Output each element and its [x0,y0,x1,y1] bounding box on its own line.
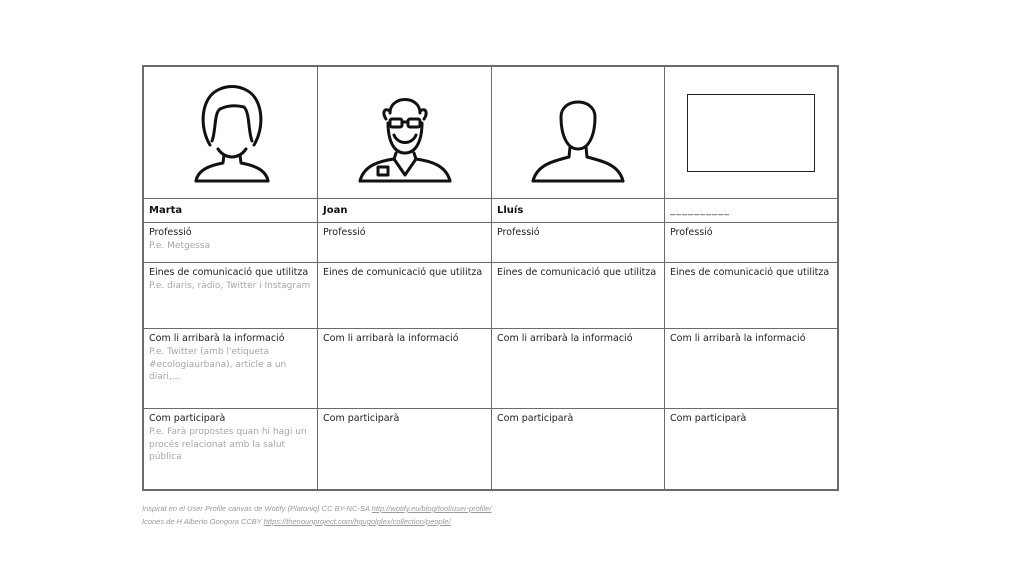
profession-cell [665,223,837,263]
info-label: Com li arribarà la informació [323,333,459,344]
info-hint: P.e. Twitter (amb l'etiqueta #ecologiaurbana), article a un diari,... [149,347,287,382]
profession-label: Professió [149,227,192,238]
info-label: Com li arribarà la informació [670,333,806,344]
participation-label: Com participarà [323,413,400,424]
info-cell [144,329,318,409]
tools-label: Eines de comunicació que utilitza [323,267,483,278]
tools-cell [492,263,665,329]
info-cell [318,329,492,409]
profession-cell [144,223,318,263]
credit-line-inspiration [142,502,491,515]
profession-label: Professió [670,227,713,238]
persona-name: Marta [144,199,318,223]
wotify-link[interactable]: http://wotify.eu/blog/tool/user-profile/ [371,504,492,513]
participation-label: Com participarà [497,413,574,424]
info-cell [492,329,665,409]
user-profile-table [142,65,839,491]
credit-text: Inspirat en el User Profile canvas de Wotify (Platoniq) CC BY-NC-SA [142,504,372,513]
profession-cell [492,223,665,263]
persona-3-avatar-cell [492,67,665,199]
persona-name: Lluís [492,199,665,223]
participation-cell [665,409,837,489]
profession-cell [318,223,492,263]
man-avatar-icon [523,83,633,183]
tools-cell [144,263,318,329]
participation-hint: P.e. Farà propostes quan hi hagi un procés relacionat amb la salut pública [149,427,307,462]
nounproject-link[interactable]: https://thenounproject.com/hgugolplex/collection/people/ [263,517,451,526]
profession-label: Professió [497,227,540,238]
credits [142,502,491,528]
participation-cell [492,409,665,489]
persona-name-blank: __________ [665,199,837,223]
profession-hint: P.e. Metgessa [149,241,211,251]
persona-1-avatar-cell [144,67,318,199]
info-label: Com li arribarà la informació [497,333,633,344]
info-label: Com li arribarà la informació [149,333,285,344]
credit-text: Icones de H Alberto Gongora CCBY [142,517,264,526]
tools-label: Eines de comunicació que utilitza [149,267,309,278]
participation-label: Com participarà [670,413,747,424]
tools-cell [665,263,837,329]
persona-name: Joan [318,199,492,223]
credit-line-icons [142,515,491,528]
participation-label: Com participarà [149,413,226,424]
tools-hint: P.e. diaris, ràdio, Twitter i Instagram [149,281,311,291]
tools-label: Eines de comunicació que utilitza [497,267,657,278]
tools-cell [318,263,492,329]
profession-label: Professió [323,227,366,238]
participation-cell [318,409,492,489]
info-cell [665,329,837,409]
woman-avatar-icon [186,83,276,183]
old-man-avatar-icon [350,83,460,183]
persona-4-avatar-cell [665,67,837,199]
participation-cell [144,409,318,489]
empty-photo-frame [687,94,815,172]
tools-label: Eines de comunicació que utilitza [670,267,830,278]
persona-2-avatar-cell [318,67,492,199]
